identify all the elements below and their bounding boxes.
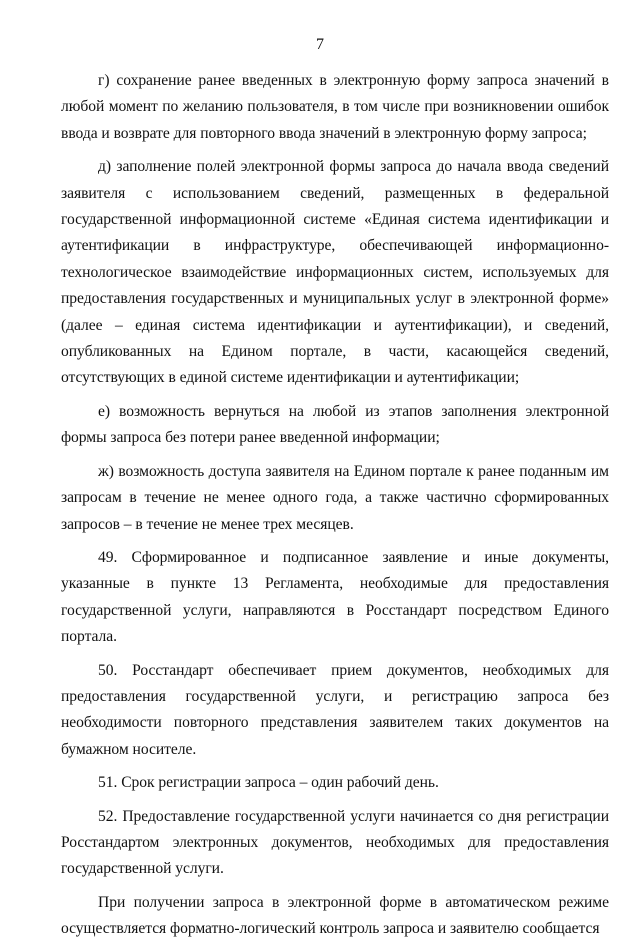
page-number: 7 — [316, 36, 324, 53]
paragraph-electronic-request: При получении запроса в электронной форме в автоматическом режиме осуществляется форматно-логический контроль запроса и заявителю сообщается — [61, 893, 609, 938]
paragraph-52: 52. Предоставление государственной услуги начинается со дня регистрации Росстандартом электронных документов, необходимых для предоставления государственной услуги. — [61, 807, 609, 878]
paragraph-50: 50. Росстандарт обеспечивает прием документов, необходимых для предоставления государственной услуги, и регистрацию запроса без необходимости повторного представления заявителем таких документов на бумажном носителе. — [61, 661, 609, 758]
paragraph-51: 51. Срок регистрации запроса – один рабочий день. — [98, 774, 439, 792]
paragraph-d: д) заполнение полей электронной формы запроса до начала ввода сведений заявителя с использованием сведений, размещенных в федеральной государственной информационной системе «Единая система идентификации и аутентификации в инфраструктуре, обеспечивающей информационно-технологическое взаимодействие информационных систем, используемых для предоставления государственных и муниципальных услуг в электронной форме» (далее – единая система идентификации и аутентификации), и сведений, опубликованных на Едином портале, в части, касающейся сведений, отсутствующих в единой системе идентификации и аутентификации; — [61, 158, 609, 387]
paragraph-49: 49. Сформированное и подписанное заявление и иные документы, указанные в пункте 13 Регламента, необходимые для предоставления государственной услуги, направляются в Росстандарт посредством Единого портала. — [61, 548, 609, 646]
paragraph-g: г) сохранение ранее введенных в электронную форму запроса значений в любой момент по желанию пользователя, в том числе при возникновении ошибок ввода и возврате для повторного ввода значений в электронную форму запроса; — [61, 72, 609, 142]
paragraph-zh: ж) возможность доступа заявителя на Едином портале к ранее поданным им запросам в течение не менее одного года, а также частично сформированных запросов – в течение не менее трех месяцев. — [61, 462, 609, 533]
paragraph-e: е) возможность вернуться на любой из этапов заполнения электронной формы запроса без потери ранее введенной информации; — [61, 402, 609, 447]
document-body — [61, 68, 609, 943]
